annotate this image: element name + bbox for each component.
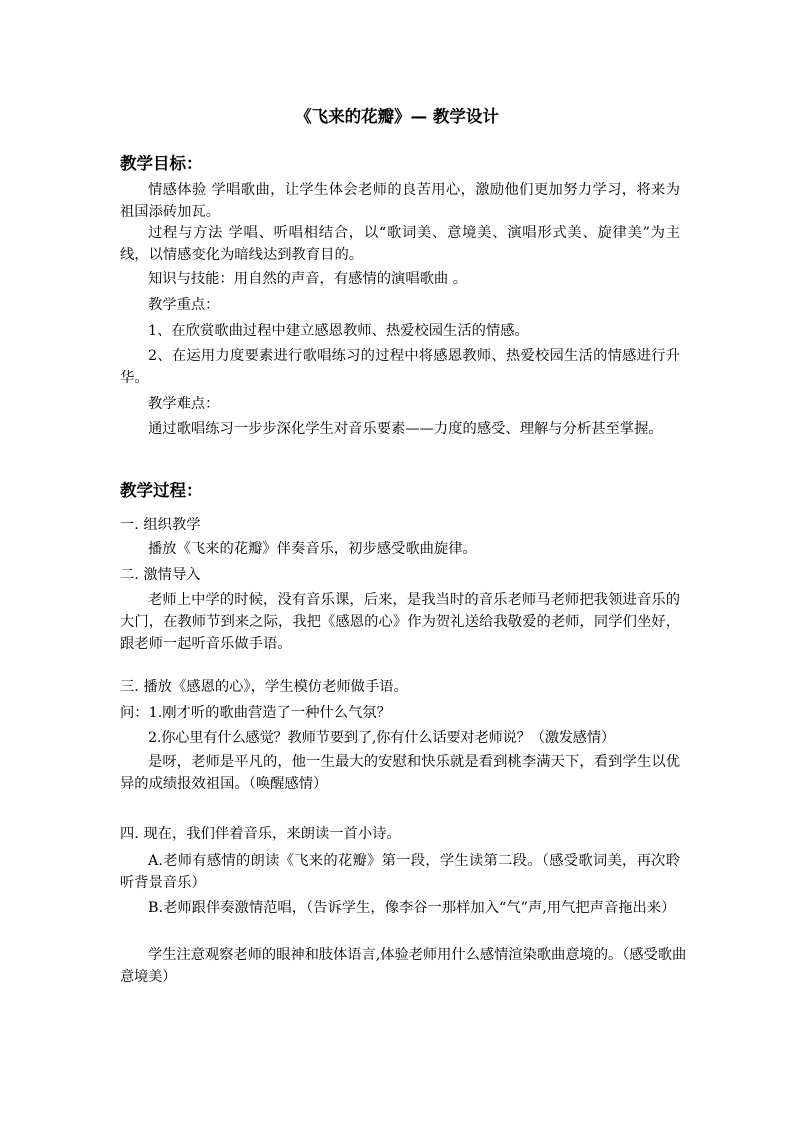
question-1: 问：1.刚才听的歌曲营造了一种什么气氛？ [120, 705, 391, 721]
difficulty-label: 教学难点： [148, 396, 220, 412]
step1-title: 一. 组织教学 [120, 517, 201, 533]
key-point-1: 1、在欣赏歌曲过程中建立感恩教师、热爱校园生活的情感。 [148, 323, 529, 339]
step4-title: 四. 现在，我们伴着音乐，来朗读一首小诗。 [120, 826, 401, 842]
objective-knowledge: 知识与技能：用自然的声音，有感情的演唱歌曲 。 [148, 271, 468, 287]
difficulty-text: 通过歌唱练习一步步深化学生对音乐要素——力度的感受、理解与分析甚至掌握。 [148, 421, 663, 437]
step3-title: 三. 播放《感恩的心》，学生模仿老师做手语。 [120, 679, 408, 695]
step4-b: B.老师跟伴奏激情范唱，（告诉学生，像李谷一那样加入“气”声,用气把声音拖出来） [148, 900, 676, 916]
key-points-label: 教学重点： [148, 297, 220, 313]
objective-emotion: 情感体验 学唱歌曲，让学生体会老师的良苦用心，激励他们更加努力学习，将来为祖国添砖加瓦。 [120, 182, 680, 220]
objectives-heading: 教学目标： [120, 154, 203, 173]
process-heading: 教学过程： [120, 481, 203, 500]
step4-c: 学生注意观察老师的眼神和肢体语言,体验老师用什么感情渲染歌曲意境的。（感受歌曲意境美） [120, 947, 686, 985]
step2-title: 二. 激情导入 [120, 567, 201, 583]
step1-text: 播放《飞来的花瓣》伴奏音乐，初步感受歌曲旋律。 [148, 541, 477, 557]
answer-text: 是呀，老师是平凡的，他一生最大的安慰和快乐就是看到桃李满天下，看到学生以优异的成绩报效祖国。（唤醒感情） [120, 754, 680, 792]
step2-text: 老师上中学的时候，没有音乐课，后来，是我当时的音乐老师马老师把我领进音乐的大门，在教师节到来之际，我把《感恩的心》作为贺礼送给我敬爱的老师，同学们坐好，跟老师一起听音乐做手语。 [120, 592, 680, 652]
objective-process: 过程与方法 学唱、听唱相结合，以“歌词美、意境美、演唱形式美、旋律美”为主线，以情感变化为暗线达到教育目的。 [120, 225, 680, 263]
key-point-2: 2、在运用力度要素进行歌唱练习的过程中将感恩教师、热爱校园生活的情感进行升华。 [120, 348, 680, 386]
question-2: 2.你心里有什么感觉？教师节要到了,你有什么话要对老师说？（激发感情） [148, 730, 615, 746]
document-title: 《飞来的花瓣》— 教学设计 [295, 107, 499, 126]
step4-a: A.老师有感情的朗读《飞来的花瓣》第一段，学生读第二段。（感受歌词美，再次聆听背景音乐） [120, 853, 680, 891]
